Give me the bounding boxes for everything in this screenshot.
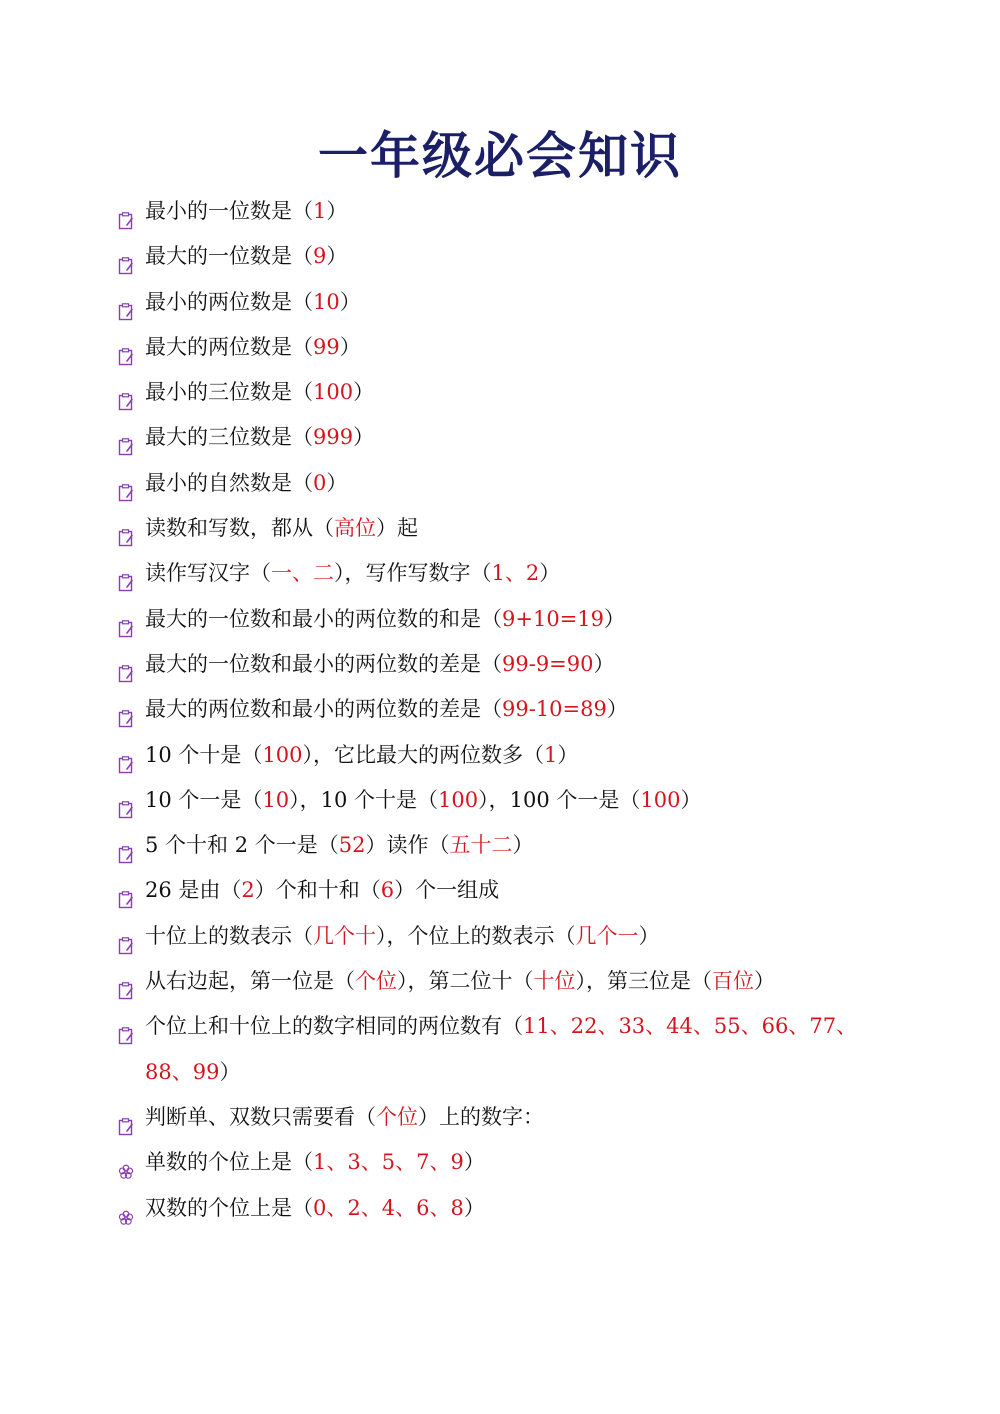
answer-text: 个位 <box>355 969 397 994</box>
answer-text: 几个一 <box>575 923 639 948</box>
clipboard-icon <box>118 518 134 536</box>
clipboard-icon <box>118 745 134 763</box>
answer-text: 0、2、4、6、8 <box>313 1195 464 1220</box>
list-item <box>116 642 876 687</box>
question-text: 最小的三位数是（ <box>145 380 313 405</box>
list-item <box>116 868 876 913</box>
list-item <box>116 280 876 325</box>
question-text: 最小的一位数是（ <box>145 199 313 223</box>
answer-text: 0 <box>313 470 327 495</box>
answer-text: 99-10=89 <box>502 697 607 722</box>
question-text: 十位上的数表示（ <box>145 923 313 948</box>
clipboard-icon <box>118 246 134 264</box>
question-text: ），第三位是（ <box>575 969 712 994</box>
question-text: ） <box>604 606 625 631</box>
question-text: ） <box>638 923 660 948</box>
question-text: ） <box>339 334 361 359</box>
answer-text: 100 <box>640 787 681 812</box>
question-text: ） <box>353 425 375 450</box>
question-text: ）个和十和（ <box>254 878 381 903</box>
list-item <box>116 506 876 551</box>
list-item <box>116 778 876 823</box>
list-item <box>116 325 876 370</box>
clipboard-icon <box>118 654 134 672</box>
answer-text: 1、2 <box>491 561 540 586</box>
list-item <box>116 461 876 506</box>
question-text: 读作写汉字（ <box>145 561 271 586</box>
question-text: ），10 个十是（ <box>289 787 439 812</box>
answer-text: 9+10=19 <box>502 606 604 631</box>
question-text: ） <box>326 244 348 269</box>
question-text: ），100 个一是（ <box>478 787 641 812</box>
clipboard-icon <box>118 337 134 355</box>
question-text: ） <box>463 1150 485 1175</box>
question-text: ），它比最大的两位数多（ <box>302 742 544 767</box>
list-item <box>116 1004 876 1095</box>
clipboard-icon <box>118 292 134 310</box>
answer-text: 十位 <box>533 969 576 994</box>
question-text: ） <box>754 969 775 994</box>
question-text: 26 是由（ <box>145 878 242 903</box>
question-text: ） <box>539 561 561 586</box>
clipboard-icon <box>118 835 134 853</box>
question-text: 最大的两位数和最小的两位数的差是（ <box>145 697 502 722</box>
clipboard-icon <box>118 427 134 445</box>
question-text: ） <box>353 380 375 405</box>
answer-text: 10 <box>313 289 340 314</box>
answer-text: 1、3、5、7、9 <box>313 1150 464 1175</box>
list-item <box>116 370 876 415</box>
answer-text: 百位 <box>712 969 754 994</box>
question-text: ） <box>339 289 361 314</box>
question-text: 最大的三位数是（ <box>145 425 313 450</box>
list-item <box>116 415 876 460</box>
answer-text: 1 <box>313 199 327 223</box>
answer-text: 100 <box>262 742 303 767</box>
list-item <box>116 1095 876 1140</box>
question-text: 5 个十和 2 个一是（ <box>145 833 339 858</box>
page-title: 一年级必会知识 <box>318 127 682 185</box>
answer-text: 100 <box>438 787 479 812</box>
question-text: 最大的两位数是（ <box>145 334 313 359</box>
question-text: 10 个十是（ <box>145 742 263 767</box>
list-item <box>116 959 876 1004</box>
clipboard-icon <box>118 609 134 627</box>
answer-text: 99-9=90 <box>502 651 594 676</box>
question-text: ） <box>512 833 534 858</box>
clipboard-icon <box>118 1107 134 1125</box>
clipboard-icon <box>118 880 134 898</box>
question-text: ） <box>593 651 615 676</box>
answer-text: 几个十 <box>313 923 376 948</box>
question-text: ） <box>680 787 702 812</box>
flower-icon <box>118 1152 134 1170</box>
clipboard-icon <box>118 790 134 808</box>
question-text: 最大的一位数和最小的两位数的和是（ <box>145 606 502 631</box>
clipboard-icon <box>118 971 134 989</box>
answer-text: 个位 <box>376 1104 418 1129</box>
clipboard-icon <box>118 699 134 717</box>
clipboard-icon <box>118 473 134 491</box>
answer-text: 五十二 <box>449 833 513 858</box>
answer-text: 1 <box>544 742 558 767</box>
list-item <box>116 189 876 234</box>
answer-text: 一、二 <box>271 561 334 586</box>
clipboard-icon <box>118 563 134 581</box>
question-text: ）个一组成 <box>394 878 500 903</box>
question-text: ）上的数字： <box>418 1104 544 1129</box>
list-item <box>116 733 876 778</box>
question-text: ）读作（ <box>365 833 450 858</box>
question-text: 读数和写数，都从（ <box>145 516 334 541</box>
question-text: 判断单、双数只需要看（ <box>145 1104 376 1129</box>
list-item <box>116 597 876 642</box>
answer-text: 100 <box>313 380 354 405</box>
question-text: ） <box>557 742 579 767</box>
question-text: 10 个一是（ <box>145 787 263 812</box>
knowledge-list <box>116 189 876 1231</box>
question-text: ），个位上的数表示（ <box>376 923 576 948</box>
flower-icon <box>118 1198 134 1216</box>
question-text: ） <box>326 199 348 223</box>
clipboard-icon <box>118 382 134 400</box>
question-text: ） <box>219 1059 241 1084</box>
clipboard-icon <box>118 926 134 944</box>
list-item <box>116 687 876 732</box>
answer-text: 11、22、33、44、55、66、77、88、99 <box>145 1014 858 1084</box>
answer-text: 高位 <box>334 516 376 541</box>
answer-text: 99 <box>313 334 340 359</box>
answer-text: 2 <box>241 878 255 903</box>
question-text: 最大的一位数是（ <box>145 244 313 269</box>
question-text: 最小的自然数是（ <box>145 470 313 495</box>
list-item <box>116 1186 876 1231</box>
answer-text: 6 <box>380 878 395 903</box>
question-text: ） <box>463 1195 485 1220</box>
list-item <box>116 1140 876 1185</box>
question-text: 双数的个位上是（ <box>145 1195 313 1220</box>
question-text: ） <box>606 697 628 722</box>
question-text: 最小的两位数是（ <box>145 289 313 314</box>
list-item <box>116 551 876 596</box>
answer-text: 9 <box>313 244 327 269</box>
question-text: 最大的一位数和最小的两位数的差是（ <box>145 651 502 676</box>
question-text: ），第二位十（ <box>397 969 534 994</box>
answer-text: 52 <box>338 833 366 858</box>
question-text: 单数的个位上是（ <box>145 1150 313 1175</box>
list-item <box>116 823 876 868</box>
question-text: ） <box>326 470 348 495</box>
clipboard-icon <box>118 201 134 219</box>
question-text: ）起 <box>376 516 418 541</box>
list-item <box>116 914 876 959</box>
clipboard-icon <box>118 1016 134 1034</box>
answer-text: 999 <box>313 425 354 450</box>
list-item <box>116 234 876 279</box>
question-text: ），写作写数字（ <box>334 561 492 586</box>
question-text: 从右边起，第一位是（ <box>145 969 355 994</box>
answer-text: 10 <box>262 787 290 812</box>
question-text: 个位上和十位上的数字相同的两位数有（ <box>145 1014 523 1039</box>
